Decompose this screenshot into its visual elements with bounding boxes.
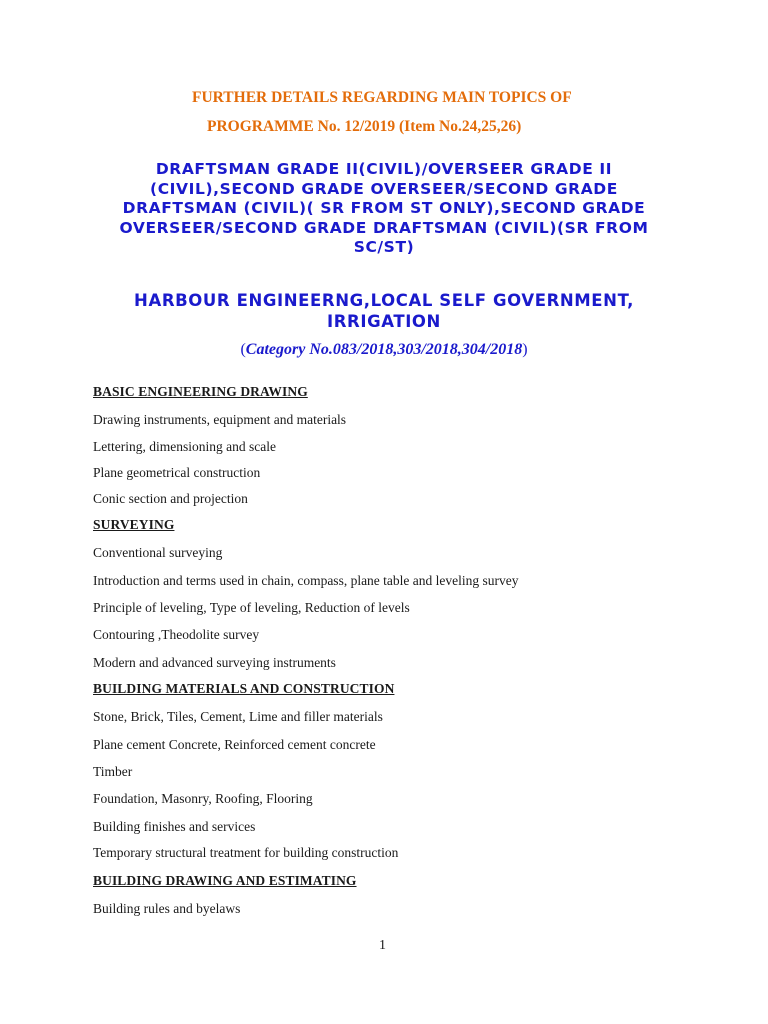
list-item: Plane cement Concrete, Reinforced cement concrete xyxy=(93,737,376,752)
header-line-2: PROGRAMME No. 12/2019 (Item No.24,25,26) xyxy=(207,118,522,135)
list-item: Timber xyxy=(93,764,133,779)
list-item: Lettering, dimensioning and scale xyxy=(93,439,276,454)
list-item: Modern and advanced surveying instruments xyxy=(93,655,336,670)
list-item: Conventional surveying xyxy=(93,545,223,560)
post-line-4: OVERSEER/SECOND GRADE DRAFTSMAN (CIVIL)(SR FROM xyxy=(119,218,649,237)
list-item: Drawing instruments, equipment and materials xyxy=(93,412,347,427)
departments xyxy=(0,290,768,332)
department-line-2: IRRIGATION xyxy=(327,312,441,331)
category-close-paren: ) xyxy=(522,341,528,358)
post-titles xyxy=(0,160,768,258)
post-line-3a: DRAFTSMAN (CIVIL)( SR FROM ST ONLY), xyxy=(122,199,501,217)
section-title-building-drawing: BUILDING DRAWING AND ESTIMATING xyxy=(93,873,357,888)
post-line-3 xyxy=(0,199,768,219)
header-line-1: FURTHER DETAILS REGARDING MAIN TOPICS OF xyxy=(192,89,572,106)
post-line-2: (CIVIL),SECOND GRADE OVERSEER/SECOND GRADE xyxy=(150,179,618,198)
list-item: Stone, Brick, Tiles, Cement, Lime and filler materials xyxy=(93,709,383,724)
list-item: Building finishes and services xyxy=(93,819,256,834)
post-line-5: SC/ST) xyxy=(353,238,415,256)
section-title-surveying: SURVEYING xyxy=(93,517,175,532)
list-item: Contouring ,Theodolite survey xyxy=(93,627,260,642)
department-line-1: HARBOUR ENGINEERNG,LOCAL SELF GOVERNMENT, xyxy=(134,291,634,310)
list-item: Plane geometrical construction xyxy=(93,465,261,480)
list-item: Principle of leveling, Type of leveling, Reduction of levels xyxy=(93,600,410,615)
list-item: Introduction and terms used in chain, compass, plane table and leveling survey xyxy=(93,573,519,588)
section-title-basic-engineering-drawing: BASIC ENGINEERING DRAWING xyxy=(93,384,308,399)
list-item: Foundation, Masonry, Roofing, Flooring xyxy=(93,791,313,806)
category-text: Category No.083/2018,303/2018,304/2018 xyxy=(245,341,523,358)
list-item: Building rules and byelaws xyxy=(93,901,241,916)
category-open-paren: ( xyxy=(240,341,246,358)
category-numbers xyxy=(0,341,768,359)
page-number: 1 xyxy=(379,938,386,953)
list-item: Temporary structural treatment for building construction xyxy=(93,845,399,860)
list-item: Conic section and projection xyxy=(93,491,248,506)
section-title-building-materials: BUILDING MATERIALS AND CONSTRUCTION xyxy=(93,681,395,696)
post-line-3b: SECOND GRADE xyxy=(500,199,646,217)
post-line-1: DRAFTSMAN GRADE II(CIVIL)/OVERSEER GRADE II xyxy=(155,160,613,178)
